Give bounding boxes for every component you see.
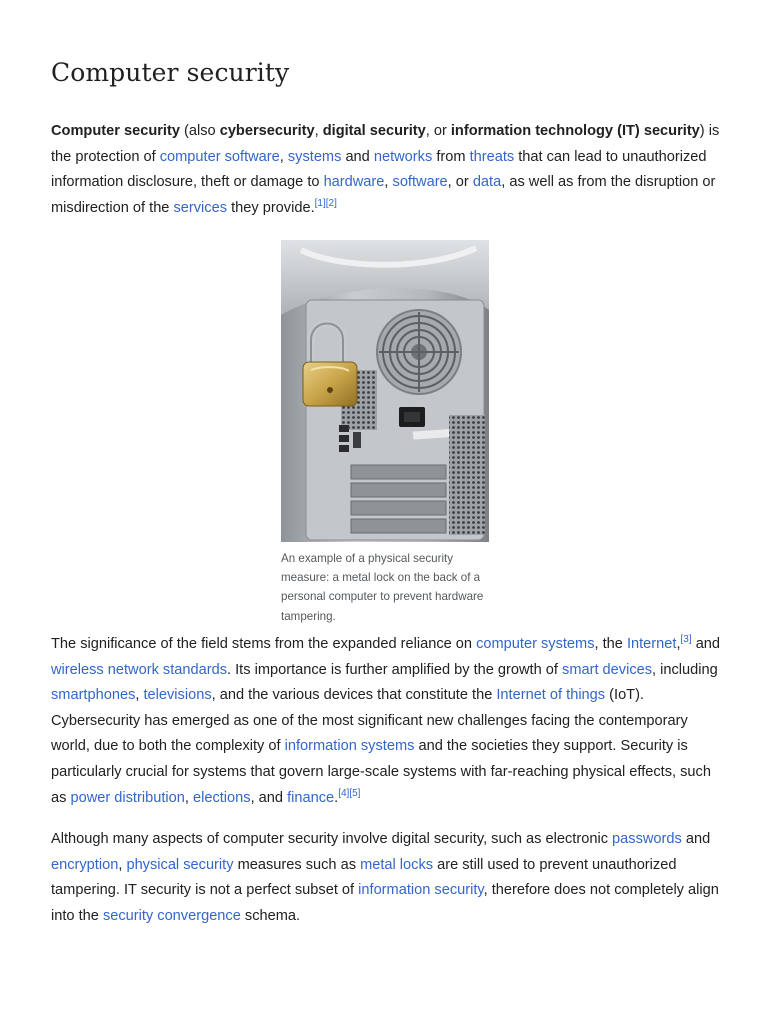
- citation-ref: [338, 788, 360, 799]
- text-span: ,: [314, 123, 323, 139]
- page-title: Computer security: [51, 58, 290, 87]
- citation-link-3[interactable]: [3]: [680, 634, 692, 646]
- link-finance[interactable]: finance: [287, 789, 335, 806]
- citation-link-5[interactable]: [5]: [349, 787, 361, 799]
- text-span: , as well as from the disruption or misdirection of the: [51, 174, 716, 216]
- significance-paragraph: [51, 632, 723, 811]
- text-span: .: [334, 789, 339, 806]
- text-span: are still used to prevent unauthorized tampering. IT security is not a perfect subset of: [51, 856, 677, 899]
- text-span: and: [691, 636, 721, 652]
- text-span: ,: [135, 687, 144, 704]
- text-span: , or: [425, 123, 451, 139]
- link-computer-systems[interactable]: computer systems: [476, 636, 595, 652]
- figure: [281, 240, 489, 626]
- text-span: The significance of the field stems from the expanded reliance on: [51, 636, 477, 652]
- text-span: measures such as: [233, 856, 361, 873]
- text-span: (IoT). Cybersecurity has emerged as one of the most significant new challenges facing the contemporary world, due to both the complexity of: [51, 687, 688, 755]
- figure-caption: An example of a physical security measure: a metal lock on the back of a personal computer to prevent hardware tampering.: [281, 552, 484, 623]
- link-smart-devices[interactable]: smart devices: [562, 661, 653, 678]
- text-span: ,: [384, 174, 393, 191]
- link-security-convergence[interactable]: security convergence: [102, 907, 241, 924]
- link-information-systems[interactable]: information systems: [284, 738, 415, 755]
- text-span: they provide.: [227, 199, 315, 216]
- bold-term: information technology (IT) security: [450, 123, 700, 139]
- link-software[interactable]: software: [392, 174, 448, 191]
- text-span: ,: [184, 789, 193, 806]
- citation-ref: [315, 198, 337, 209]
- text-span: and: [681, 831, 711, 847]
- physical-security-paragraph: [51, 827, 723, 929]
- text-span: schema.: [240, 907, 301, 924]
- citation-link-2[interactable]: [2]: [325, 197, 337, 209]
- text-span: , therefore does not completely align into the: [51, 882, 719, 924]
- link-computer-software[interactable]: computer software: [159, 148, 280, 165]
- citation-ref: [681, 634, 692, 645]
- link-data[interactable]: data: [472, 174, 502, 191]
- text-span: from: [432, 148, 470, 165]
- link-internet-of-things[interactable]: Internet of things: [496, 687, 606, 704]
- text-span: , the: [594, 636, 627, 652]
- text-span: ,: [676, 636, 681, 652]
- text-span: and: [341, 148, 374, 165]
- text-span: , or: [447, 174, 473, 191]
- text-span: ,: [279, 148, 288, 165]
- computer-lock-photo[interactable]: [281, 240, 489, 542]
- text-span: and the societies they support. Security is particularly crucial for systems that govern large-scale systems with far-reaching physical effects, such as: [51, 738, 711, 806]
- link-information-security[interactable]: information security: [358, 882, 484, 899]
- text-span: (also: [179, 123, 220, 139]
- intro-paragraph: [51, 119, 723, 221]
- link-hardware[interactable]: hardware: [323, 174, 385, 191]
- text-span: ) is the protection of: [51, 123, 720, 165]
- link-systems[interactable]: systems: [287, 148, 342, 165]
- link-services[interactable]: services: [173, 199, 228, 216]
- text-span: that can lead to unauthorized information disclosure, theft or damage to: [51, 148, 707, 191]
- link-threats[interactable]: threats: [469, 148, 515, 165]
- text-span: , and: [250, 789, 288, 806]
- link-power-distribution[interactable]: power distribution: [70, 789, 185, 806]
- citation-link-1[interactable]: [1]: [314, 197, 326, 209]
- link-metal-locks[interactable]: metal locks: [360, 856, 434, 873]
- link-televisions[interactable]: televisions: [143, 687, 212, 704]
- text-span: . Its importance is further amplified by the growth of: [227, 661, 563, 678]
- bold-term: digital security: [322, 123, 426, 139]
- text-span: ,: [118, 856, 127, 873]
- link-internet[interactable]: Internet: [626, 636, 677, 652]
- link-physical-security[interactable]: physical security: [126, 856, 234, 873]
- bold-term: Computer security: [51, 123, 180, 139]
- link-passwords[interactable]: passwords: [612, 831, 682, 847]
- link-encryption[interactable]: encryption: [51, 856, 119, 873]
- citation-link-4[interactable]: [4]: [338, 787, 350, 799]
- link-elections[interactable]: elections: [192, 789, 251, 806]
- text-span: , including: [652, 661, 718, 678]
- text-span: Although many aspects of computer security involve digital security, such as electronic: [51, 831, 613, 847]
- bold-term: cybersecurity: [219, 123, 315, 139]
- link-smartphones[interactable]: smartphones: [51, 687, 136, 704]
- link-networks[interactable]: networks: [373, 148, 433, 165]
- link-wireless-network-standards[interactable]: wireless network standards: [51, 661, 228, 678]
- text-span: , and the various devices that constitute the: [211, 687, 497, 704]
